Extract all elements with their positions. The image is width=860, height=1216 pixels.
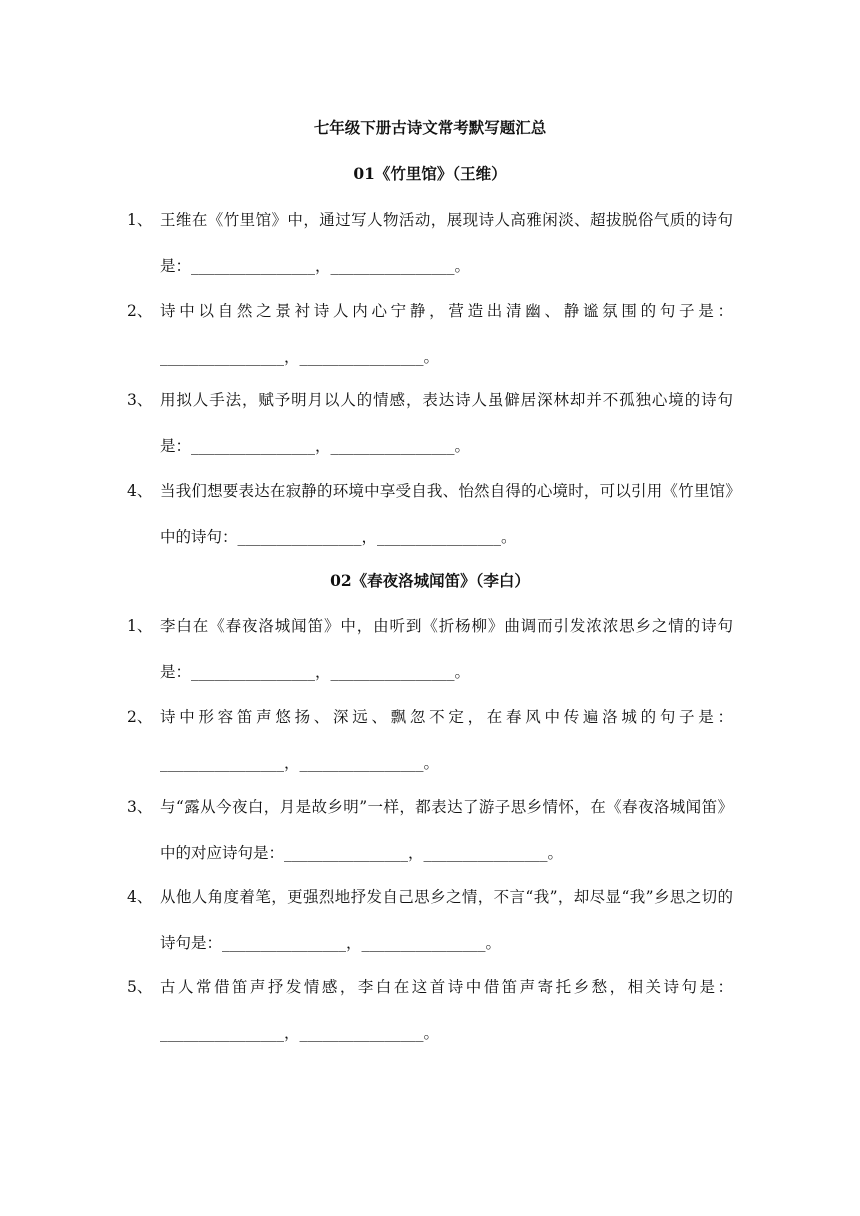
question-text: 诗中形容笛声悠扬、深远、飘忽不定，在春风中传遍洛城的句子是：________________，________________。 — [160, 708, 733, 772]
section-heading: 02《春夜洛城闻笛》（李白） — [330, 571, 530, 590]
question-text: 李白在《春夜洛城闻笛》中，由听到《折杨柳》曲调而引发浓浓思乡之情的诗句是：________________，________________。 — [160, 617, 733, 681]
question-number: 1、 — [127, 617, 153, 635]
question-text: 当我们想要表达在寂静的环境中享受自我、怡然自得的心境时，可以引用《竹里馆》中的诗句：________________，________________。 — [160, 482, 733, 546]
question-number: 2、 — [127, 708, 153, 726]
question-text: 从他人角度着笔，更强烈地抒发自己思乡之情，不言“我”，却尽显“我”乡思之切的诗句是：________________，________________。 — [160, 888, 733, 952]
question-number: 4、 — [127, 888, 153, 906]
question-text: 与“露从今夜白，月是故乡明”一样，都表达了游子思乡情怀，在《春夜洛城闻笛》中的对应诗句是：________________，________________。 — [160, 798, 733, 862]
question-number: 4、 — [127, 482, 153, 500]
question-number: 2、 — [127, 302, 153, 320]
question-number: 5、 — [127, 978, 153, 996]
question-number: 3、 — [127, 798, 153, 816]
question-text: 诗中以自然之景衬诗人内心宁静，营造出清幽、静谧氛围的句子是：________________，________________。 — [160, 302, 733, 366]
question-text: 用拟人手法，赋予明月以人的情感，表达诗人虽僻居深林却并不孤独心境的诗句是：________________，________________。 — [160, 391, 733, 455]
question-number: 3、 — [127, 391, 153, 409]
section-heading: 01《竹里馆》（王维） — [353, 164, 507, 183]
question-text: 王维在《竹里馆》中，通过写人物活动，展现诗人高雅闲淡、超拔脱俗气质的诗句是：________________，________________。 — [160, 211, 733, 275]
document-title: 七年级下册古诗文常考默写题汇总 — [313, 118, 547, 137]
question-number: 1、 — [127, 211, 153, 229]
question-text: 古人常借笛声抒发情感，李白在这首诗中借笛声寄托乡愁，相关诗句是：________________，________________。 — [160, 978, 733, 1042]
